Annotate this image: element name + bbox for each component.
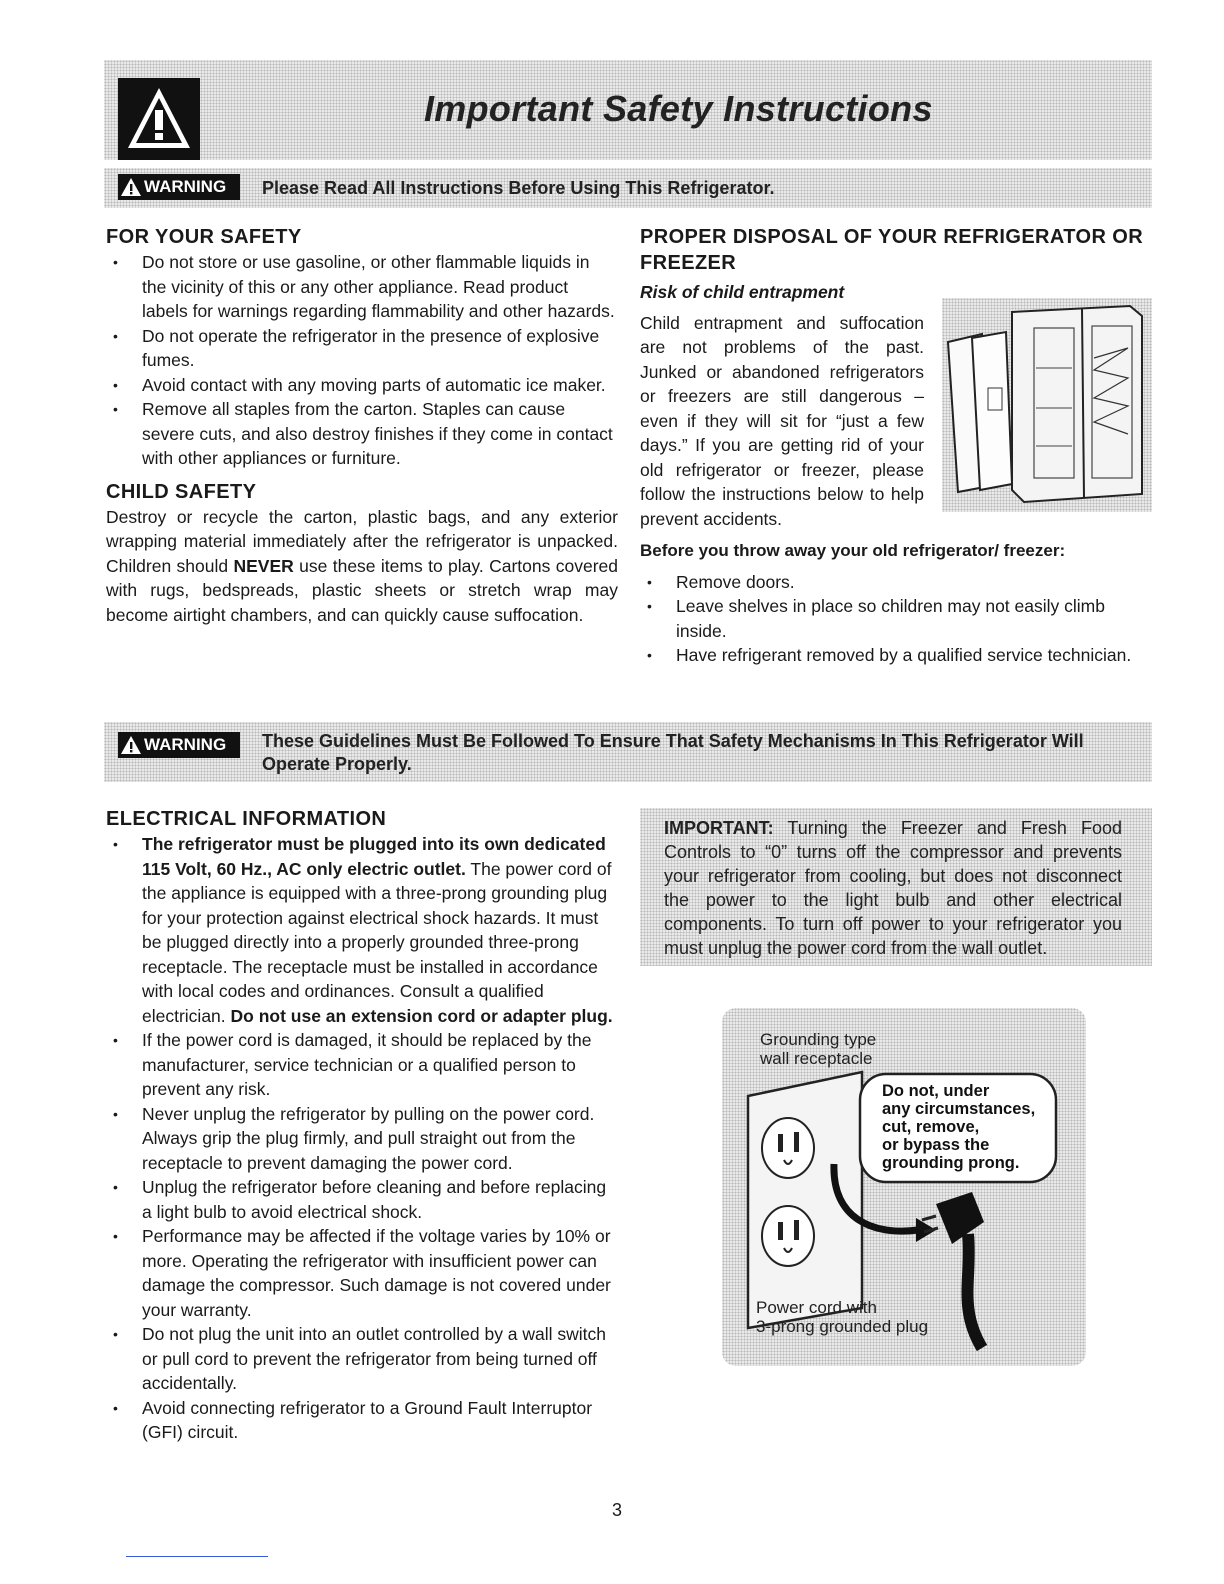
list-item: • Do not operate the refrigerator in the presence of explosive fumes. <box>106 324 618 373</box>
callout-line: cut, remove, <box>882 1118 980 1136</box>
warning-text: Please Read All Instructions Before Using This Refrigerator. <box>262 178 775 198</box>
grounding-receptacle-label <box>760 1030 876 1068</box>
callout-line: any circumstances, <box>882 1100 1036 1118</box>
for-your-safety-heading: FOR YOUR SAFETY <box>106 226 302 248</box>
callout-line: Do not, under <box>882 1082 990 1100</box>
important-text: Turning the Freezer and Fresh Food Controls to “0” turns off the compressor and prevents your refrigerator from cooling, but does not disconnect the power to the light bulb and other electrical components. To turn off power to your refrigerator you must unplug the power cord from the wall outlet. <box>664 818 1122 958</box>
list-item: • Remove all staples from the carton. Staples can cause severe cuts, and also destroy finishes if they come in contact with other appliances or furniture. <box>106 397 618 471</box>
right-column-top <box>640 224 1152 668</box>
child-safety-heading: CHILD SAFETY <box>106 480 257 503</box>
bold-text: Do not use an extension cord or adapter plug. <box>230 1005 613 1026</box>
warning-triangle-icon <box>118 78 200 160</box>
warning-badge-label: WARNING <box>144 177 227 196</box>
warning-bar <box>104 722 1152 782</box>
electrical-list <box>106 832 620 1445</box>
callout-line: or bypass the <box>882 1136 990 1154</box>
list-item: • Remove doors. <box>640 570 1152 595</box>
grounding-prong-callout <box>882 1082 1035 1172</box>
disposal-subheading: Risk of child entrapment <box>640 282 845 302</box>
bold-text: The refrigerator must be plugged into its own dedicated 115 Volt, 60 Hz., AC only electric outlet. <box>142 834 606 879</box>
label-line: Grounding type <box>760 1030 877 1049</box>
warning-badge <box>118 174 240 200</box>
before-throw-away-heading: Before you throw away your old refrigerator/ freezer: <box>640 541 1066 560</box>
list-item: • Have refrigerant removed by a qualified service technician. <box>640 643 1152 668</box>
important-label: IMPORTANT: <box>664 818 774 838</box>
callout-line: grounding prong. <box>882 1154 1020 1172</box>
disposal-heading: PROPER DISPOSAL OF YOUR REFRIGERATOR OR FREEZER <box>640 226 1144 274</box>
important-note <box>640 808 1152 966</box>
label-line: wall receptacle <box>760 1049 873 1068</box>
safety-list <box>106 250 618 471</box>
warning-badge <box>118 732 240 758</box>
page-number: 3 <box>612 1500 623 1520</box>
disposal-list <box>640 570 1152 668</box>
power-cord-label <box>756 1298 928 1336</box>
page-title: Important Safety Instructions <box>424 88 933 129</box>
list-item <box>106 832 620 1028</box>
list-item: • Avoid contact with any moving parts of automatic ice maker. <box>106 373 618 398</box>
list-item: • Unplug the refrigerator before cleaning and before replacing a light bulb to avoid electrical shock. <box>106 1175 620 1224</box>
left-column-bottom <box>106 806 620 1445</box>
electrical-heading: ELECTRICAL INFORMATION <box>106 808 387 830</box>
refrigerator-doors-removed-illustration <box>942 298 1152 512</box>
body-text: The power cord of the appliance is equipped with a three-prong grounding plug for your protection against electrical shock hazards. It must be plugged directly into a properly grounded three-prong receptacle. The receptacle must be installed in accordance with local codes and ordinances. Consult a qualified electrician. <box>142 858 612 1026</box>
list-item: • Do not plug the unit into an outlet controlled by a wall switch or pull cord to prevent the refrigerator from being turned off accidentally. <box>106 1322 620 1396</box>
child-safety-text: use these items to play. Cartons covered with rugs, bedspreads, plastic sheets or stretch wrap may become airtight chambers, and can quickly cause suffocation. <box>106 555 618 625</box>
child-safety-emphasis: NEVER <box>233 555 294 576</box>
label-line: 3-prong grounded plug <box>756 1317 929 1336</box>
grounded-outlet-illustration <box>722 1008 1086 1366</box>
footer-rule <box>126 1556 268 1557</box>
list-item: • Do not store or use gasoline, or other flammable liquids in the vicinity of this or any other appliance. Read product labels for warnings regarding flammability and other hazards. <box>106 250 618 324</box>
list-item: • Performance may be affected if the voltage varies by 10% or more. Operating the refrigerator with insufficient power can damage the compressor. Such damage is not covered under your warranty. <box>106 1224 620 1322</box>
child-safety-paragraph <box>106 505 618 628</box>
left-column-top <box>106 224 618 627</box>
warning-text: These Guidelines Must Be Followed To Ensure That Safety Mechanisms In This Refrigerator Will Operate Properly. <box>262 731 1084 774</box>
disposal-paragraph: Child entrapment and suffocation are not problems of the past. Junked or abandoned refrigerators or freezers are still dangerous – even if they will sit for “just a few days.” If you are getting rid of your old refrigerator or freezer, please follow the instructions below to help prevent accidents. <box>640 312 924 529</box>
child-safety-text: Destroy or recycle the carton, plastic bags, and any exterior wrapping material immediately after the refrigerator is unpacked. Children should <box>106 506 618 576</box>
list-item: • Never unplug the refrigerator by pulling on the power cord. Always grip the plug firmly, and pull straight out from the receptacle to prevent damaging the power cord. <box>106 1102 620 1176</box>
warning-small-icon <box>120 177 142 197</box>
list-item: • Leave shelves in place so children may not easily climb inside. <box>640 594 1152 643</box>
warning-small-icon <box>120 735 142 755</box>
warning-bar <box>104 168 1152 208</box>
header-banner <box>104 60 1152 160</box>
list-item: • If the power cord is damaged, it should be replaced by the manufacturer, service technician or a qualified person to prevent any risk. <box>106 1028 620 1102</box>
list-item: • Avoid connecting refrigerator to a Ground Fault Interruptor (GFI) circuit. <box>106 1396 620 1445</box>
warning-badge-label: WARNING <box>144 735 227 754</box>
label-line: Power cord with <box>756 1298 877 1317</box>
